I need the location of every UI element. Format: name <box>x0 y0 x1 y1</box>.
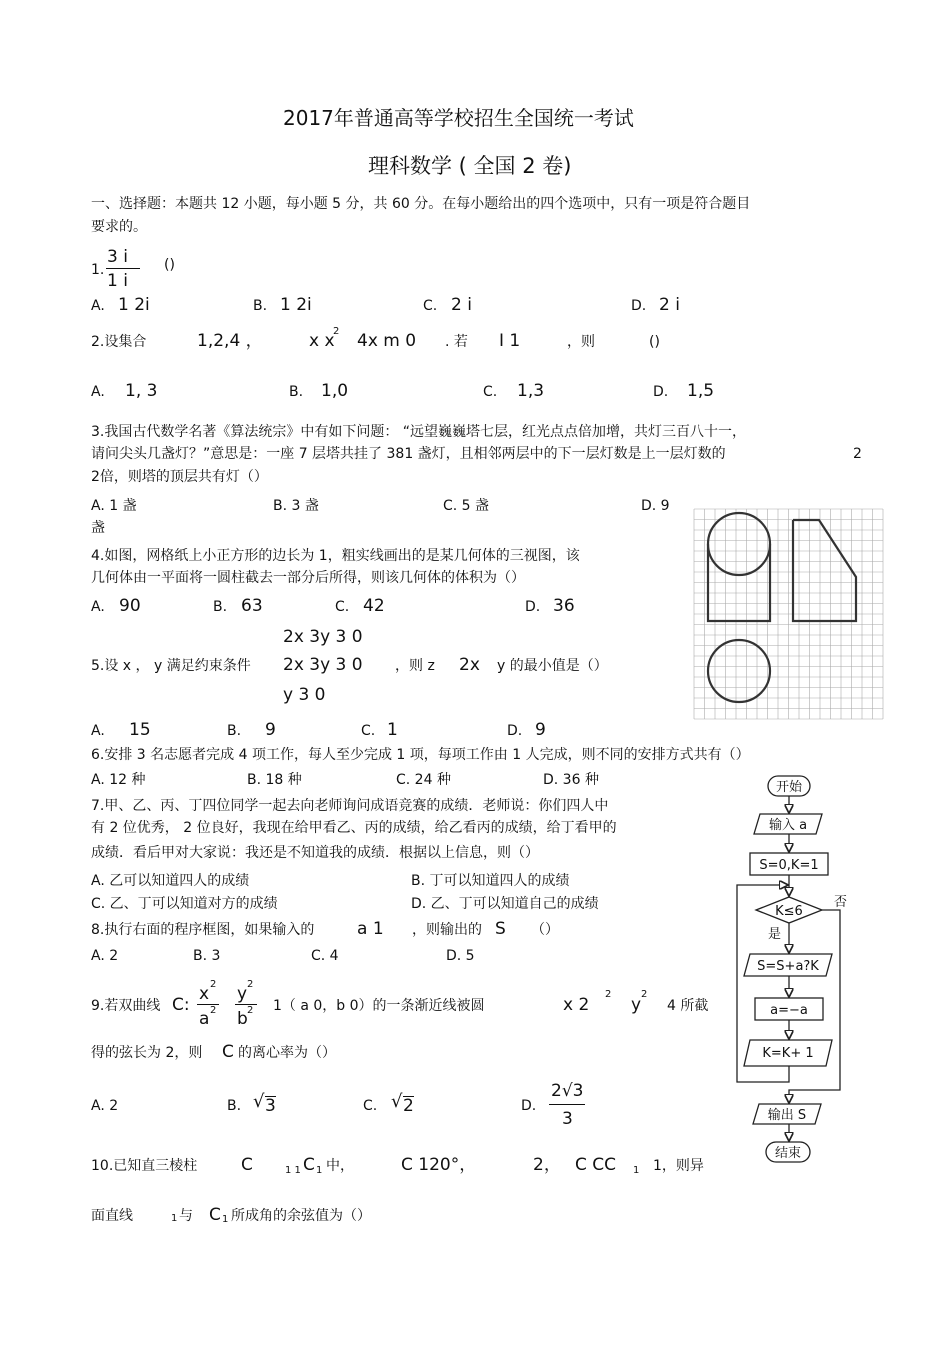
q7-line2: 有 2 位优秀， 2 位良好，我现在给甲看乙、丙的成绩，给乙看丙的成绩，给丁看甲的 <box>91 820 617 836</box>
q5-option-d-label: D. <box>507 723 523 739</box>
section-intro-line2: 要求的。 <box>91 219 147 235</box>
q1-option-b-label: B. <box>253 298 268 314</box>
svg-text:S=0,K=1: S=0,K=1 <box>759 858 819 873</box>
q6-option-c: C. 24 种 <box>396 772 451 788</box>
q10-v1: 1，则异 <box>653 1158 704 1174</box>
q3-option-a: A. 1 盏 <box>91 498 137 514</box>
q7-line3: 成绩．看后甲对大家说：我还是不知道我的成绩．根据以上信息，则（） <box>91 845 539 861</box>
q2-stem: 2.设集合 <box>91 334 147 350</box>
q4-line1: 4.如图，网格纸上小正方形的边长为 1，粗实线画出的是某几何体的三视图，该 <box>91 548 580 564</box>
q1-option-d-label: D. <box>631 298 647 314</box>
q3-line3: 2倍，则塔的顶层共有灯（） <box>91 469 268 485</box>
q2-option-c: 1,3 <box>517 381 545 401</box>
q7-option-b: B. 丁可以知道四人的成绩 <box>411 873 570 889</box>
q4-option-c-label: C. <box>335 599 350 615</box>
q2-set-a: 1,2,4 ， <box>197 331 263 351</box>
q10-mid: 中， <box>326 1158 354 1174</box>
q9-a: a <box>199 1009 210 1029</box>
q2-set-b: x x <box>309 331 335 351</box>
q3-option-b: B. 3 盏 <box>273 498 319 514</box>
q1-fraction-bar <box>106 268 140 269</box>
q3-option-c: C. 5 盏 <box>443 498 490 514</box>
q9-option-b-label: B. <box>227 1098 242 1114</box>
q10-sub: 1 1 <box>285 1165 301 1176</box>
q5-constraint-3: y 3 0 <box>283 685 326 705</box>
q8-stem: 8.执行右面的程序框图，如果输入的 <box>91 922 315 938</box>
q9-circle-y: y <box>631 995 642 1015</box>
q5-tail-2: 2x <box>459 655 480 675</box>
q4-option-d: 36 <box>553 596 575 616</box>
svg-text:a=−a: a=−a <box>770 1003 808 1018</box>
q6-stem: 6.安排 3 名志愿者完成 4 项工作，每人至少完成 1 项，每项工作由 1 人完成，则不同的安排方式共有（） <box>91 747 750 763</box>
q5-stem: 5.设 x ， y 满足约束条件 <box>91 658 251 674</box>
q9-circle-sup: 2 <box>605 989 612 1000</box>
q2-option-a-label: A. <box>91 384 105 400</box>
q1-denominator: 1 i <box>107 271 128 291</box>
q3-option-d-unit: 盏 <box>91 520 105 536</box>
q7-option-a: A. 乙可以知道四人的成绩 <box>91 873 250 889</box>
q4-option-a: 90 <box>119 596 141 616</box>
q10-line2: 面直线 <box>91 1208 133 1224</box>
q8-option-b: B. 3 <box>193 948 221 964</box>
q5-tail-3: y 的最小值是（） <box>497 658 608 674</box>
q3-line2: 请问尖头几盏灯？”意思是：一座 7 层塔共挂了 381 盏灯，且相邻两层中的下一层灯数是上一层灯数的 <box>91 446 726 462</box>
q2-expr: 4x m 0 <box>357 331 417 351</box>
q4-option-a-label: A. <box>91 599 105 615</box>
page-title: 2017年普通高等学校招生全国统一考试 <box>283 106 634 130</box>
q1-option-b: 1 2i <box>280 295 312 315</box>
q8-option-c: C. 4 <box>311 948 339 964</box>
program-flowchart <box>730 770 860 1170</box>
q2-option-b: 1,0 <box>321 381 349 401</box>
q1-option-a-label: A. <box>91 298 105 314</box>
q10-sub3: 1 <box>171 1213 178 1224</box>
q9-cond: 1（ a 0，b 0）的一条渐近线被圆 <box>273 998 485 1014</box>
q2-option-d: 1,5 <box>687 381 715 401</box>
q2-option-d-label: D. <box>653 384 669 400</box>
svg-text:K=K+ 1: K=K+ 1 <box>762 1046 814 1061</box>
q3-option-d: D. 9 <box>641 498 670 514</box>
q9-x: x <box>199 984 210 1004</box>
q7-option-c: C. 乙、丁可以知道对方的成绩 <box>91 896 278 912</box>
flow-no-label: 否 <box>834 895 848 910</box>
q2-option-b-label: B. <box>289 384 304 400</box>
q4-option-b-label: B. <box>213 599 228 615</box>
q9-x-sup: 2 <box>210 979 217 990</box>
svg-text:K≤6: K≤6 <box>775 904 803 919</box>
q10-c1: C <box>303 1155 315 1175</box>
q3-line1: 3.我国古代数学名著《算法统宗》中有如下问题： “远望巍巍塔七层，红光点点倍加增，共灯三百八十一， <box>91 424 747 440</box>
q2-mid: . 若 <box>445 334 468 350</box>
side-view <box>793 520 856 621</box>
q1-option-c: 2 i <box>451 295 472 315</box>
svg-text:输出 S: 输出 S <box>767 1108 807 1123</box>
q9-option-c-sqrt: √ <box>391 1091 403 1112</box>
q2-tail: ，则 <box>567 334 595 350</box>
q9-y: y <box>237 984 248 1004</box>
q10-angle: C 120°， <box>401 1155 477 1175</box>
q3-line2-end: 2 <box>853 446 862 462</box>
q8-option-d: D. 5 <box>446 948 475 964</box>
section-intro-line1: 一、选择题：本题共 12 小题，每小题 5 分，共 60 分。在每小题给出的四个选项中，只有一项是符合题目 <box>91 196 751 212</box>
q9-a-sup: 2 <box>210 1005 217 1016</box>
q5-option-a: 15 <box>129 720 151 740</box>
grid-paper <box>694 509 883 719</box>
q2-paren: () <box>649 334 660 350</box>
svg-text:结束: 结束 <box>774 1146 802 1161</box>
q9-option-a: A. 2 <box>91 1098 119 1114</box>
q4-option-d-label: D. <box>525 599 541 615</box>
q9-option-b: 3 <box>265 1096 276 1116</box>
q2-cond: I 1 <box>499 331 521 351</box>
q9-option-d-bar <box>549 1104 585 1105</box>
q9-option-d-denom: 3 <box>562 1109 573 1129</box>
q7-line1: 7.甲、乙、丙、丁四位同学一起去向老师询问成语竞赛的成绩．老师说：你们四人中 <box>91 798 609 814</box>
three-view-figure <box>686 505 886 727</box>
page-subtitle: 理科数学 ( 全国 2 卷) <box>368 154 572 178</box>
q4-line2: 几何体由一平面将一圆柱截去一部分后所得，则该几何体的体积为（） <box>91 570 525 586</box>
front-view <box>708 513 770 621</box>
q1-option-d: 2 i <box>659 295 680 315</box>
q9-circle-y-sup: 2 <box>641 989 648 1000</box>
q10-c: C <box>241 1155 253 1175</box>
svg-text:S=S+a?K: S=S+a?K <box>757 959 819 974</box>
q8-option-a: A. 2 <box>91 948 119 964</box>
q8-mid: ，则输出的 <box>412 922 482 938</box>
q6-option-a: A. 12 种 <box>91 772 146 788</box>
q9-option-b-sqrt: √ <box>253 1091 265 1112</box>
q9-option-d-numer: 2√3 <box>551 1081 584 1101</box>
q9-c2: C <box>222 1042 234 1062</box>
q9-c: C: <box>172 995 190 1015</box>
q5-constraint-2: 2x 3y 3 0 <box>283 655 363 675</box>
q4-option-b: 63 <box>241 596 263 616</box>
q10-sub1: 1 <box>316 1165 323 1176</box>
q6-option-b: B. 18 种 <box>247 772 302 788</box>
q8-paren: （） <box>531 922 559 938</box>
q5-option-c: 1 <box>387 720 398 740</box>
q10-stem: 10.已知直三棱柱 <box>91 1158 198 1174</box>
svg-text:开始: 开始 <box>775 780 803 795</box>
q5-option-c-label: C. <box>361 723 376 739</box>
q1-number: 1. <box>91 262 105 278</box>
q4-option-c: 42 <box>363 596 385 616</box>
q9-option-c-label: C. <box>363 1098 378 1114</box>
q8-input: a 1 <box>357 919 384 939</box>
q10-v2: 2， <box>533 1155 561 1175</box>
q9-tail: 4 所截 <box>667 998 709 1014</box>
q9-line2: 得的弦长为 2，则 <box>91 1045 203 1061</box>
q5-option-b-label: B. <box>227 723 242 739</box>
q9-b-sup: 2 <box>247 1005 254 1016</box>
q6-option-d: D. 36 种 <box>543 772 599 788</box>
q9-y-sup: 2 <box>247 979 254 990</box>
q1-numerator: 3 i <box>107 247 128 267</box>
q10-tail: 所成角的余弦值为（） <box>231 1208 371 1224</box>
q7-option-d: D. 乙、丁可以知道自己的成绩 <box>411 896 599 912</box>
q2-option-a: 1, 3 <box>125 381 158 401</box>
q10-sub4: 1 <box>222 1214 229 1225</box>
q9-b: b <box>237 1009 248 1029</box>
q9-circle: x 2 <box>563 995 590 1015</box>
flow-yes-label: 是 <box>768 927 782 942</box>
q5-tail-1: ，则 z <box>395 658 435 674</box>
q9-frac-bar-2 <box>235 1004 257 1005</box>
q5-option-a-label: A. <box>91 723 105 739</box>
q5-option-d: 9 <box>535 720 546 740</box>
q10-c3: C <box>209 1205 221 1225</box>
q10-cc: C CC <box>575 1155 617 1175</box>
q9-option-c: 2 <box>403 1096 414 1116</box>
q9-stem: 9.若双曲线 <box>91 998 161 1014</box>
q5-option-b: 9 <box>265 720 276 740</box>
top-view <box>708 640 770 702</box>
svg-text:输入 a: 输入 a <box>768 818 808 833</box>
q1-option-c-label: C. <box>423 298 438 314</box>
q9-line2b: 的离心率为（） <box>238 1045 336 1061</box>
q8-output: S <box>495 919 506 939</box>
q2-option-c-label: C. <box>483 384 498 400</box>
q1-option-a: 1 2i <box>118 295 150 315</box>
q1-paren: () <box>164 257 175 273</box>
q10-with: 与 <box>179 1208 193 1224</box>
q5-constraint-1: 2x 3y 3 0 <box>283 627 363 647</box>
q9-option-d-label: D. <box>521 1098 537 1114</box>
q2-sup: 2 <box>333 326 340 337</box>
q10-sub2: 1 <box>633 1165 640 1176</box>
